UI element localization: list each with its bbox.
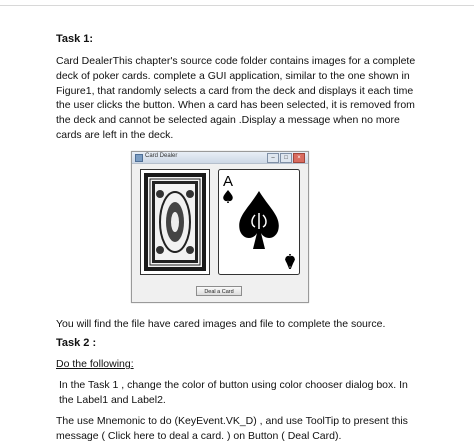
ace-of-spades-card-image	[218, 169, 300, 275]
source-files-note: You will find the file have cared images and file to complete the source.	[56, 318, 386, 330]
deal-a-card-button[interactable]: Deal a Card	[196, 286, 242, 296]
window-title: Card Dealer	[145, 153, 178, 159]
app-icon	[135, 154, 143, 162]
task2-item-mnemonic-tooltip: The use Mnemonic to do (KeyEvent.VK_D) , and use ToolTip to present this message ( Click here to deal a card. ) on Button ( Deal Card).	[56, 415, 408, 442]
task2-heading: Task 2 :	[56, 337, 97, 349]
task1-paragraph: Card DealerThis chapter's source code folder contains images for a complete deck of poker cards. complete a GUI application, similar to the one shown in Figure1, that randomly selects a card from the deck and displays it each time the user clicks the button. When a card has been selected, it is removed from the deck and cannot be selected again .Display a message when no more cards are left in the deck.	[56, 55, 416, 141]
window-titlebar	[132, 152, 308, 164]
minimize-button[interactable]: –	[267, 153, 279, 163]
task1-heading: Task 1:	[56, 33, 94, 45]
card-corner-bottom: A	[284, 255, 295, 272]
close-button[interactable]: ×	[293, 153, 305, 163]
task2-item-color-chooser: In the Task 1 , change the color of button using color chooser dialog box. In the Label1 and Label2.	[59, 379, 408, 406]
card-dealer-window	[131, 151, 309, 303]
do-following-heading: Do the following:	[56, 358, 134, 370]
page-top-rule	[0, 5, 474, 6]
maximize-button[interactable]: □	[280, 153, 292, 163]
window-controls	[267, 153, 305, 163]
card-corner-top: A	[223, 173, 234, 190]
card-back-image	[140, 169, 210, 275]
